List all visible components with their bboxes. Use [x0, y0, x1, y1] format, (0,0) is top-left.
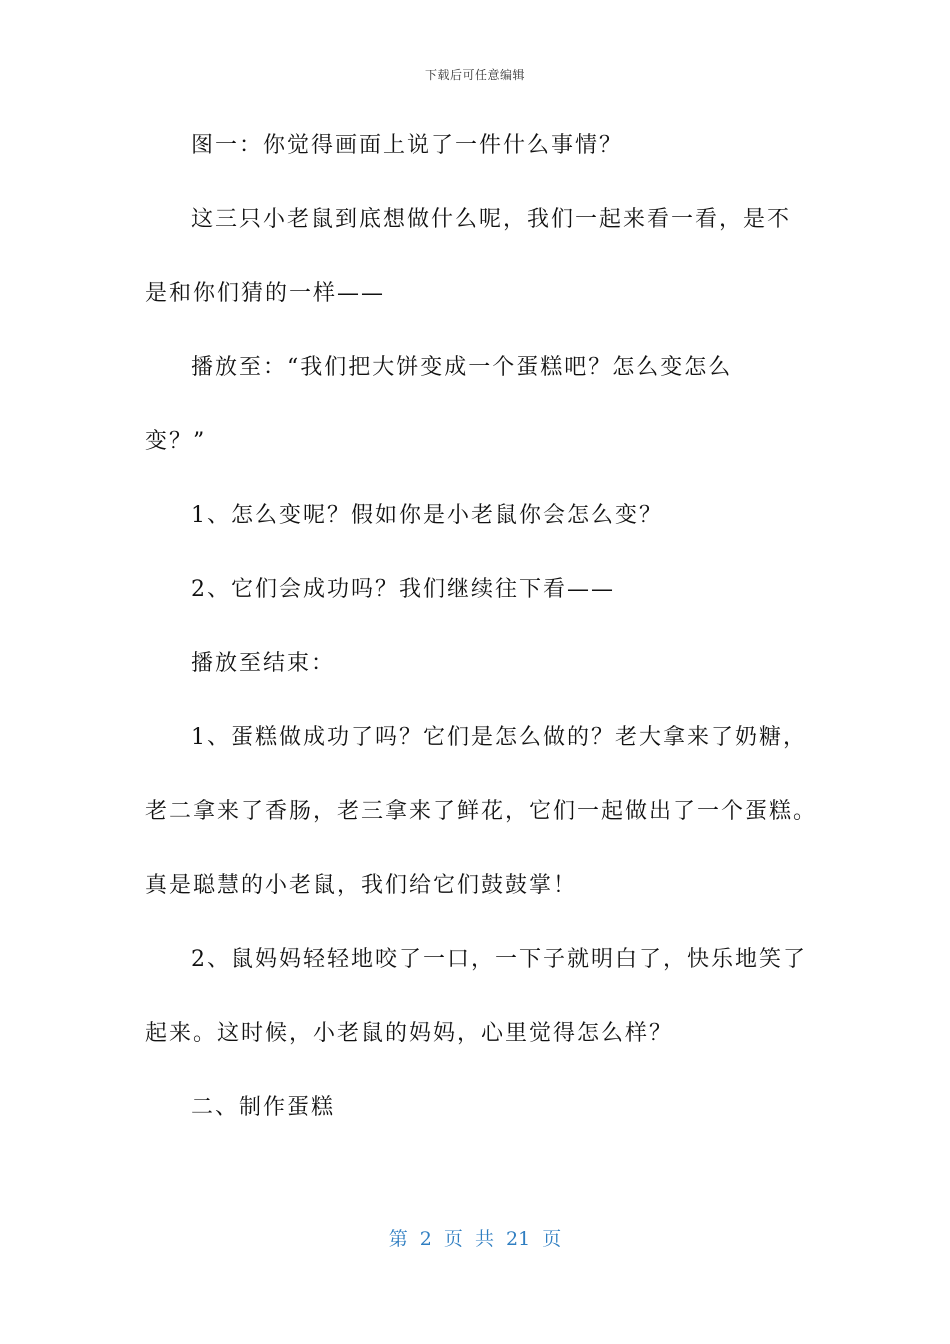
paragraph-line: 图一：你觉得画面上说了一件什么事情？ — [191, 133, 624, 158]
paragraph-line: 变？” — [145, 429, 207, 454]
paragraph-line: 1、蛋糕做成功了吗？它们是怎么做的？老大拿来了奶糖， — [191, 725, 807, 750]
paragraph-line: 1、怎么变呢？假如你是小老鼠你会怎么变？ — [191, 503, 663, 528]
paragraph-line: 播放至：“我们把大饼变成一个蛋糕吧？怎么变怎么 — [191, 355, 733, 380]
paragraph-line: 真是聪慧的小老鼠，我们给它们鼓鼓掌！ — [145, 873, 578, 898]
paragraph-line: 2、鼠妈妈轻轻地咬了一口，一下子就明白了，快乐地笑了 — [191, 947, 807, 972]
paragraph-line: 2、它们会成功吗？我们继续往下看—— — [191, 577, 615, 602]
paragraph-line: 播放至结束： — [191, 651, 336, 676]
page-header: 下载后可任意编辑 — [424, 68, 525, 82]
page-number-footer: 第 2 页 共 21 页 — [388, 1228, 562, 1250]
paragraph-line: 是和你们猜的一样—— — [145, 281, 386, 306]
paragraph-line: 老二拿来了香肠，老三拿来了鲜花，它们一起做出了一个蛋糕。 — [145, 799, 818, 824]
section-heading: 二、制作蛋糕 — [191, 1095, 336, 1120]
paragraph-line: 这三只小老鼠到底想做什么呢，我们一起来看一看，是不 — [191, 207, 792, 232]
paragraph-line: 起来。这时候，小老鼠的妈妈，心里觉得怎么样？ — [145, 1021, 674, 1046]
document-body — [145, 126, 818, 1162]
